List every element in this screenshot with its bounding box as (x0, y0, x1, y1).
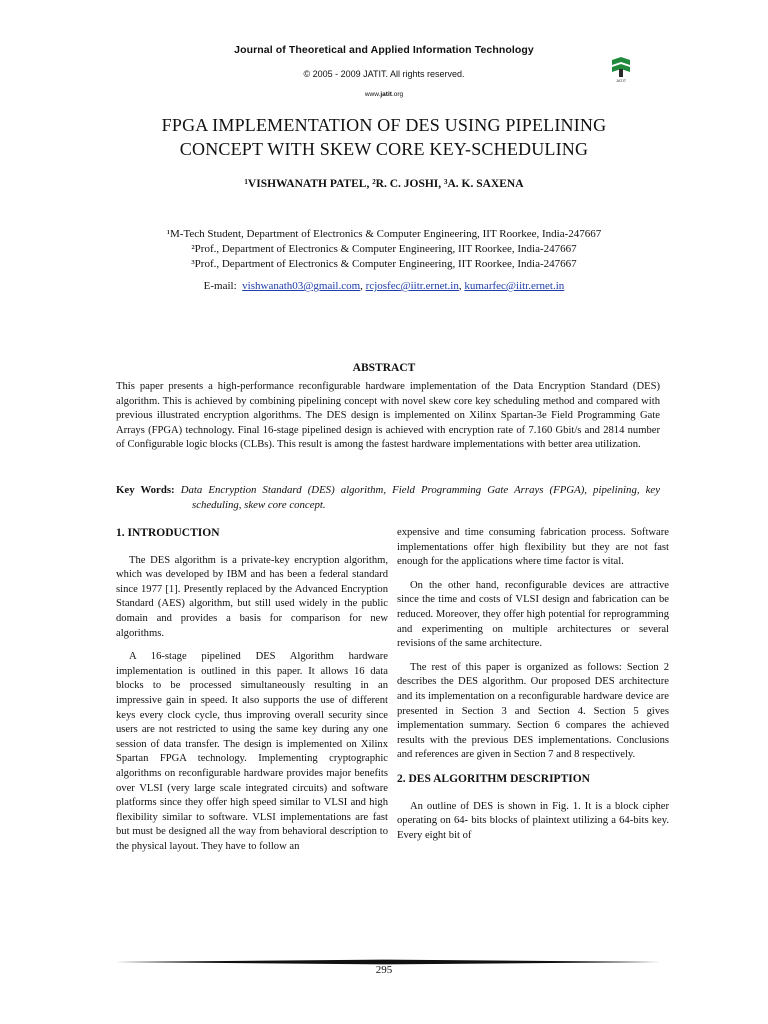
page-number: 295 (375, 964, 393, 976)
email-link-patel[interactable]: vishwanath03@gmail.com (242, 280, 361, 292)
email-label: E-mail: (203, 280, 237, 292)
keywords-label: Key Words: (116, 484, 175, 496)
left-column (116, 526, 388, 863)
affiliation-3: ³Prof., Department of Electronics & Computer Engineering, IIT Roorkee, India-247667 (191, 258, 577, 270)
affiliation-1: ¹M-Tech Student, Department of Electronics & Computer Engineering, IIT Roorkee, India-247667 (166, 228, 602, 240)
abstract-heading: ABSTRACT (352, 362, 416, 374)
affiliations (0, 227, 768, 272)
copyright-notice: © 2005 - 2009 JATIT. All rights reserved. (303, 69, 465, 79)
email-line (0, 280, 768, 292)
author-list: ¹VISHWANATH PATEL, ²R. C. JOSHI, ³A. K. SAXENA (244, 178, 524, 190)
section-heading-introduction: 1. INTRODUCTION (116, 527, 220, 539)
url-prefix: www. (364, 91, 381, 98)
abstract-body (116, 380, 660, 453)
keywords-text: Data Encryption Standard (DES) algorithm, Field Programming Gate Arrays (FPGA), pipelining, key scheduling, skew core concept. (180, 484, 660, 511)
email-link-joshi[interactable]: rcjosfec@iitr.ernet.in (365, 280, 459, 292)
logo-text: JATIT (615, 78, 627, 83)
email-separator: , (458, 280, 462, 292)
url-suffix: .org (391, 91, 404, 98)
title-line-1: FPGA IMPLEMENTATION OF DES USING PIPELINING (161, 115, 607, 135)
right-column (397, 526, 669, 852)
abstract-text: This paper presents a high-performance reconfigurable hardware implementation of the Data Encryption Standard (DES) algorithm. This is achieved by combining pipelining concept with novel skew core key scheduling method and compared with previous illustrated encryption algorithms. The DES design is implemented on Xilinx Spartan-3e Field Programming Gate Arrays (FPGA) technology. Final 16-stage pipelined design is achieved with encryption rate of 7.160 Gbit/s and 2814 number of Configurable logic blocks (CLBs). This result is among the fastest hardware implementations with better area utilization. (116, 381, 660, 450)
url-main: jatit (380, 91, 392, 98)
keywords (116, 483, 660, 512)
paragraph: A 16-stage pipelined DES Algorithm hardware implementation is outlined in this paper. It allows 16 data blocks to be processed simultaneously resulting in an impressive gain in speed. It also supports the use of different keys every clock cycle, thus improving overall security since users are not restricted to using the same key during any one session of data transfer. The design is implemented on Xilinx Spartan FPGA technology. Implementing cryptographic algorithms on reconfigurable hardware provides major benefits over VLSI (very large scale integrated circuits) and software platforms since they offer high speed similar to VLSI and high flexibility similar to software. VLSI implementations are fast but must be designed all the way from behavioral description to the physical layout. They have to follow an (116, 651, 388, 852)
paragraph: The rest of this paper is organized as follows: Section 2 describes the DES algorithm. Our proposed DES architecture and its implementation on a reconfigurable hardware device are presented in Section 3 and Section 4. Section 5 gives implementation summary. Section 6 compares the achieved results with the previous DES implementations. Conclusions and references are given in Section 7 and 8 respectively. (397, 661, 669, 761)
email-separator: , (360, 280, 363, 292)
paper-title (80, 113, 688, 161)
paragraph: On the other hand, reconfigurable devices are attractive since the time and costs of VLSI design and fabrication can be reduced. Moreover, they offer high potential for reprogramming and experimenting on multiple architectures or several revisions of the same architecture. (397, 579, 669, 650)
paragraph: expensive and time consuming fabrication process. Software implementations offer high flexibility but they are not fast enough for the applications where time factor is vital. (397, 527, 669, 568)
section-heading-des: 2. DES ALGORITHM DESCRIPTION (397, 772, 590, 785)
title-line-2: CONCEPT WITH SKEW CORE KEY-SCHEDULING (179, 139, 589, 159)
journal-url[interactable] (0, 91, 768, 98)
paragraph: An outline of DES is shown in Fig. 1. It is a block cipher operating on 64- bits blocks of plaintext utilizing a 64-bits key. Every eight bit of (397, 800, 669, 841)
paragraph: The DES algorithm is a private-key encryption algorithm, which was developed by IBM and has been a federal standard since 1977 [1]. Presently replaced by the Advanced Encryption Standard (AES) algorithm, but still used widely in the public domain and provides a basis for comparison for new algorithms. (116, 554, 388, 639)
affiliation-2: ²Prof., Department of Electronics & Computer Engineering, IIT Roorkee, India-247667 (191, 243, 577, 255)
email-link-saxena[interactable]: kumarfec@iitr.ernet.in (464, 280, 565, 292)
journal-name: Journal of Theoretical and Applied Information Technology (234, 44, 534, 56)
